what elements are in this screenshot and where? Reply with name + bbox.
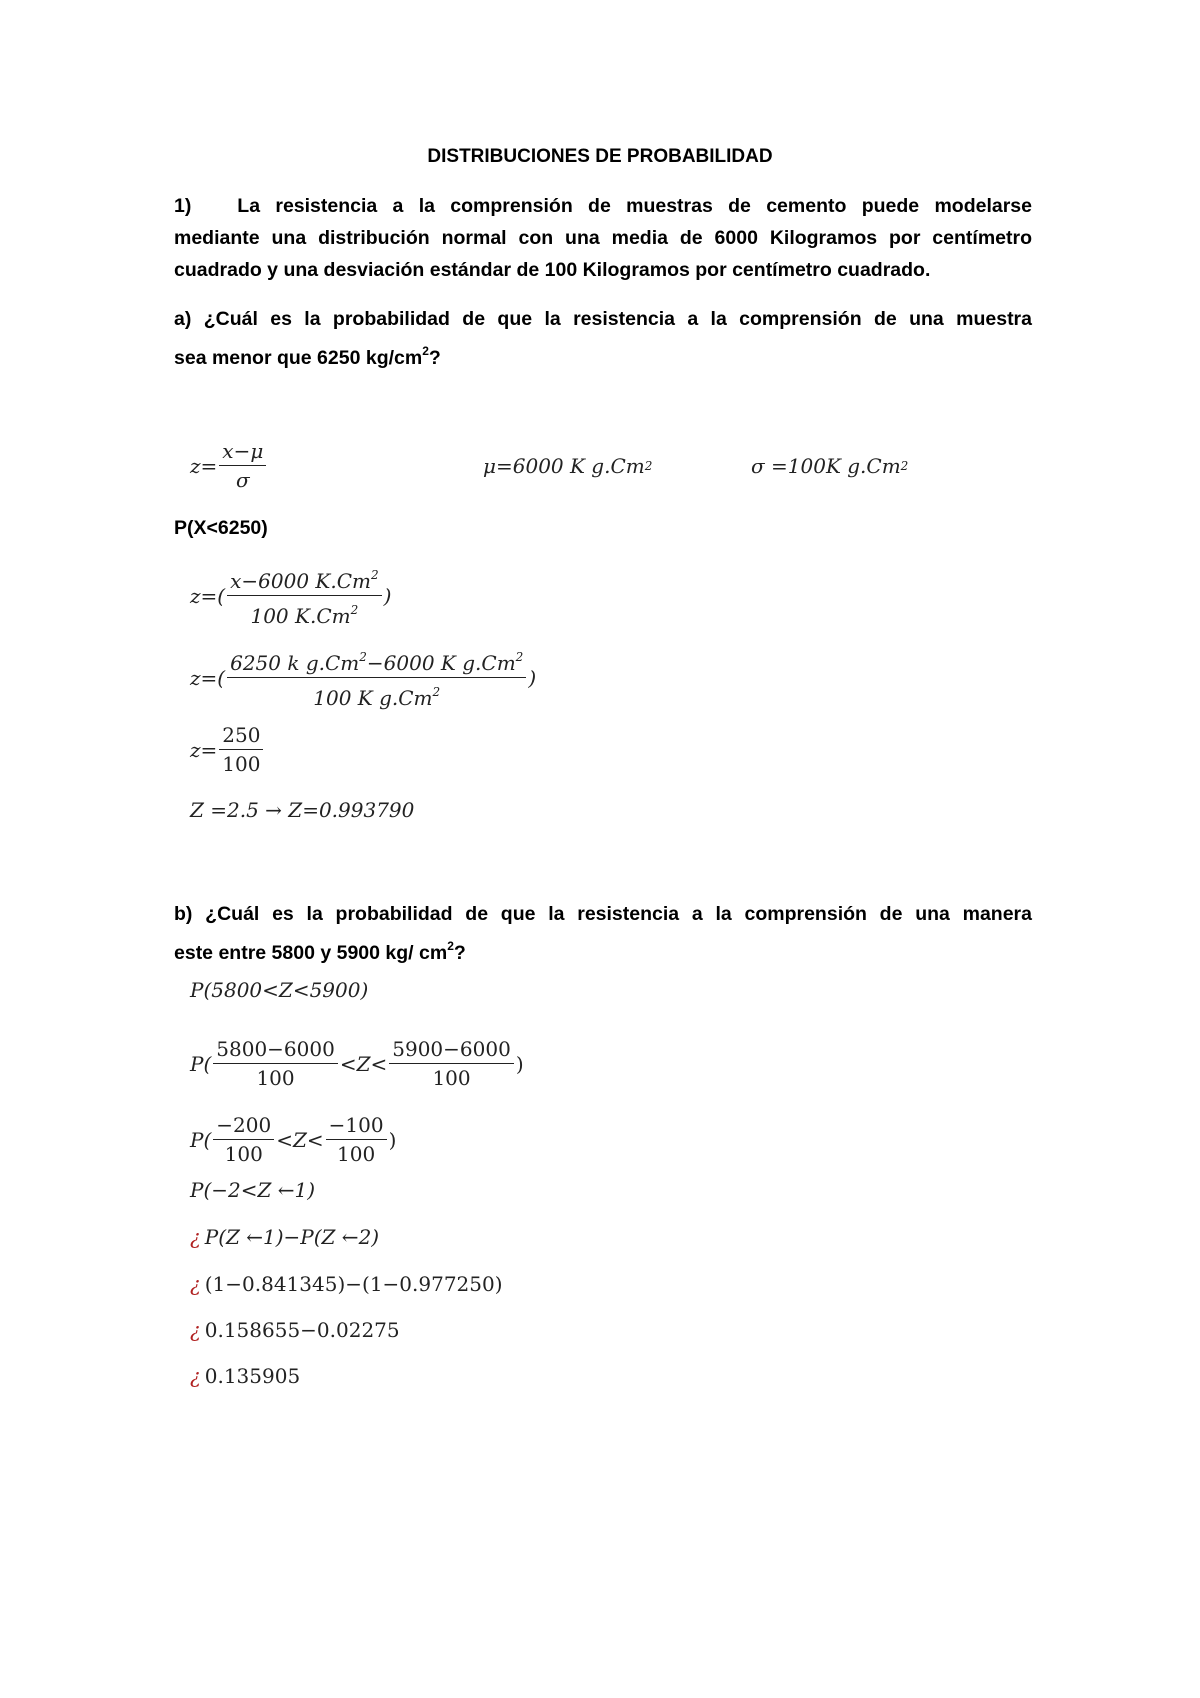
- step-3-equation: [190, 722, 265, 777]
- step-1-denominator-text: 100 K.Cm: [250, 604, 351, 628]
- placeholder-mark: ¿: [190, 1318, 201, 1342]
- step-3-fraction: [219, 722, 263, 777]
- fraction-numerator: 5900−6000: [389, 1036, 514, 1064]
- part-b-step-2-fraction-2: [389, 1036, 514, 1091]
- part-b-question-line-2-text: este entre 5800 y 5900 kg/ cm: [174, 942, 448, 964]
- part-b-step-3-fraction-1: [213, 1112, 274, 1167]
- step-3-denominator: 100: [222, 752, 261, 776]
- step-1-denominator: [247, 596, 361, 629]
- page-title: DISTRIBUCIONES DE PROBABILIDAD: [427, 146, 773, 167]
- placeholder-mark: ¿: [190, 1364, 201, 1388]
- step-2-denominator-text: 100 K g.Cm: [313, 686, 433, 710]
- step-3-numerator: 250: [219, 722, 263, 750]
- step-1-numerator-text: x−6000 K.Cm: [230, 569, 371, 593]
- part-b-step-2: [190, 1036, 524, 1091]
- part-b-question: [174, 898, 1032, 969]
- superscript: 2: [350, 603, 359, 617]
- fraction-numerator: −100: [326, 1112, 387, 1140]
- part-b-step-3-pre: P(: [190, 1127, 212, 1152]
- superscript: 2: [447, 939, 454, 953]
- part-b-step-4: P(−2<Z ←1): [190, 1178, 316, 1202]
- z-fraction-denominator: σ: [235, 468, 250, 492]
- fraction-denominator: 100: [432, 1066, 471, 1090]
- step-2-numerator: [227, 644, 526, 678]
- mu-value: [483, 454, 652, 478]
- z-fraction: [219, 438, 266, 493]
- step-1-fraction: [227, 562, 382, 629]
- step-2-numerator-a: 6250 k g.Cm: [230, 651, 360, 675]
- part-a-question-line-2: [174, 335, 1032, 374]
- part-b-step-3-post: ): [388, 1127, 397, 1152]
- step-1-numerator: [227, 562, 382, 596]
- mu-text: μ=6000 K g.Cm: [483, 454, 645, 478]
- sigma-value: [751, 454, 908, 478]
- step-3-lhs: z=: [190, 737, 218, 762]
- step-2-rhs: ): [528, 665, 537, 690]
- superscript: 2: [515, 650, 524, 664]
- part-b-question-line-2: [174, 930, 1032, 969]
- problem-1-line-1-text: La resistencia a la comprensión de muestras de cemento puede modelarse: [237, 195, 1032, 217]
- part-b-step-2-post: ): [515, 1051, 524, 1076]
- part-a-question: [174, 303, 1032, 374]
- z-formula: [190, 438, 268, 493]
- fraction-denominator: 100: [224, 1142, 263, 1166]
- question-mark: ?: [428, 347, 441, 369]
- superscript: 2: [422, 344, 429, 358]
- part-b-step-2-fraction-1: [213, 1036, 338, 1091]
- fraction-denominator: 100: [337, 1142, 376, 1166]
- part-b-question-line-1: b) ¿Cuál es la probabilidad de que la resistencia a la comprensión de una manera: [174, 903, 1032, 925]
- part-a-result: Z =2.5 → Z=0.993790: [190, 798, 415, 822]
- step-1-equation: [190, 562, 391, 629]
- part-b-step-2-pre: P(: [190, 1051, 212, 1076]
- problem-1-line-1: [174, 190, 1032, 222]
- problem-1-statement: [174, 190, 1032, 286]
- part-b-step-3-fraction-2: [326, 1112, 387, 1167]
- problem-1-line-3: cuadrado y una desviación estándar de 100 Kilogramos por centímetro cuadrado.: [174, 259, 931, 281]
- superscript: 2: [900, 459, 909, 473]
- superscript: 2: [359, 650, 367, 664]
- step-2-lhs: z=(: [190, 665, 226, 690]
- step-2-denominator: [310, 678, 443, 711]
- placeholder-mark: ¿: [190, 1225, 201, 1249]
- superscript: 2: [370, 568, 379, 582]
- part-b-step-2-mid: <Z<: [339, 1051, 388, 1076]
- part-a-question-line-1: a) ¿Cuál es la probabilidad de que la resistencia a la comprensión de una muestra: [174, 308, 1032, 330]
- part-b-step-8: [190, 1364, 300, 1388]
- step-2-fraction: [227, 644, 526, 711]
- z-lhs: z=: [190, 453, 218, 478]
- step-1-lhs: z=(: [190, 583, 226, 608]
- z-fraction-numerator: x−μ: [219, 438, 266, 466]
- step-2-numerator-b: −6000 K g.Cm: [366, 651, 516, 675]
- fraction-numerator: 5800−6000: [213, 1036, 338, 1064]
- placeholder-mark: ¿: [190, 1272, 201, 1296]
- fraction-numerator: −200: [213, 1112, 274, 1140]
- part-b-step-3-mid: <Z<: [276, 1127, 324, 1152]
- question-mark: ?: [453, 942, 466, 964]
- part-b-step-5-text: P(Z ←1)−P(Z ←2): [204, 1225, 380, 1249]
- part-a-question-line-2-text: sea menor que 6250 kg/cm: [174, 347, 423, 369]
- part-b-step-1: P(5800<Z<5900): [190, 978, 369, 1002]
- step-2-equation: [190, 644, 536, 711]
- part-b-step-6: [190, 1272, 503, 1296]
- fraction-denominator: 100: [256, 1066, 295, 1090]
- part-b-step-5: [190, 1225, 379, 1249]
- problem-1-line-2: mediante una distribución normal con una media de 6000 Kilogramos por centímetro: [174, 227, 1032, 249]
- superscript: 2: [644, 459, 653, 473]
- part-b-step-3: [190, 1112, 396, 1167]
- part-b-step-7-text: 0.158655−0.02275: [204, 1318, 400, 1342]
- superscript: 2: [432, 685, 441, 699]
- probability-label: P(X<6250): [174, 517, 268, 539]
- sigma-text: σ =100K g.Cm: [751, 454, 901, 478]
- step-1-rhs: ): [383, 583, 392, 608]
- part-b-step-7: [190, 1318, 400, 1342]
- part-b-step-6-text: (1−0.841345)−(1−0.977250): [204, 1272, 503, 1296]
- problem-number: 1): [174, 195, 192, 217]
- part-b-step-8-text: 0.135905: [204, 1364, 301, 1388]
